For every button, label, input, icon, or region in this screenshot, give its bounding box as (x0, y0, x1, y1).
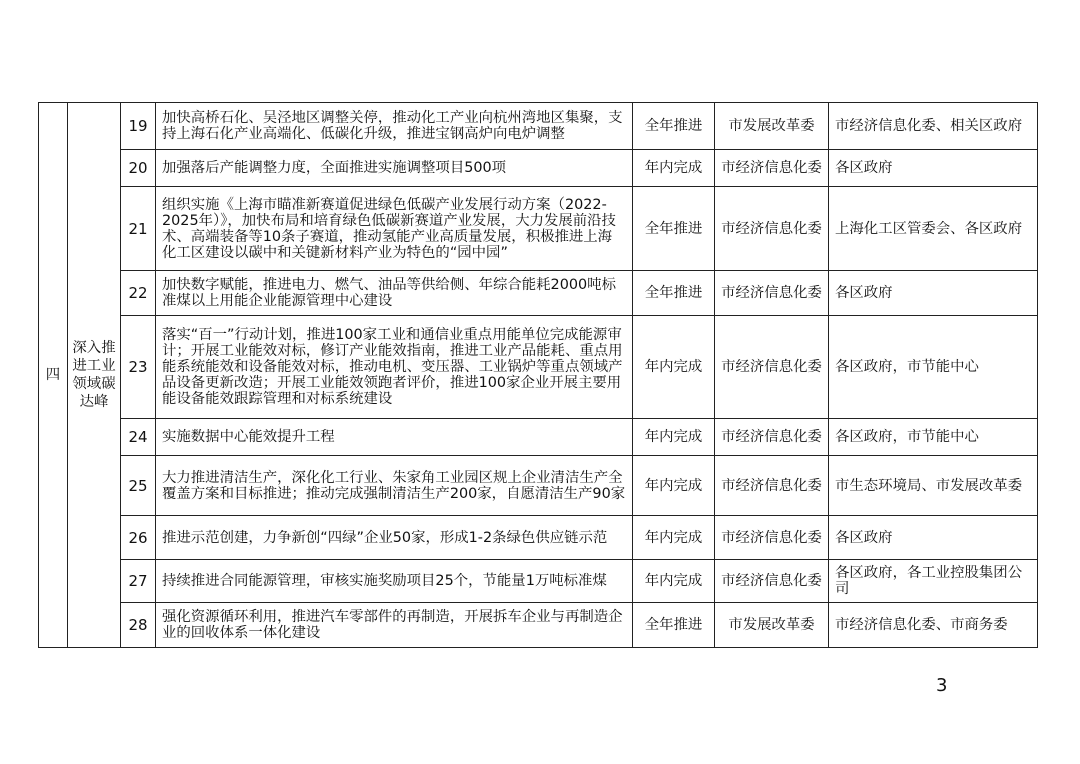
timing-cell: 全年推进 (633, 187, 715, 271)
task-description: 加快数字赋能，推进电力、燃气、油品等供给侧、年综合能耗2000吨标准煤以上用能企业能源管理中心建设 (156, 271, 633, 316)
cooperating-units-cell: 各区政府 (829, 150, 1038, 187)
row-number: 24 (121, 419, 156, 456)
row-number: 21 (121, 187, 156, 271)
cooperating-units-cell: 各区政府，市节能中心 (829, 316, 1038, 419)
table-row (39, 456, 1038, 516)
lead-department-cell: 市发展改革委 (715, 103, 829, 150)
lead-department-cell: 市经济信息化委 (715, 456, 829, 516)
category-number-cell: 四 (39, 103, 68, 648)
table-row (39, 103, 1038, 150)
lead-department-cell: 市经济信息化委 (715, 560, 829, 603)
row-number: 28 (121, 603, 156, 648)
table-row (39, 603, 1038, 648)
task-description: 实施数据中心能效提升工程 (156, 419, 633, 456)
lead-department-cell: 市发展改革委 (715, 603, 829, 648)
category-group-cell: 深入推进工业领域碳达峰 (68, 103, 121, 648)
row-number: 23 (121, 316, 156, 419)
table-row (39, 316, 1038, 419)
timing-cell: 全年推进 (633, 603, 715, 648)
cooperating-units-cell: 各区政府，各工业控股集团公司 (829, 560, 1038, 603)
cooperating-units-cell: 市生态环境局、市发展改革委 (829, 456, 1038, 516)
timing-cell: 年内完成 (633, 150, 715, 187)
lead-department-cell: 市经济信息化委 (715, 516, 829, 560)
timing-cell: 全年推进 (633, 103, 715, 150)
page-number: 3 (936, 675, 948, 696)
timing-cell: 年内完成 (633, 419, 715, 456)
row-number: 26 (121, 516, 156, 560)
cooperating-units-cell: 各区政府 (829, 271, 1038, 316)
task-description: 落实“百一”行动计划，推进100家工业和通信业重点用能单位完成能源审计；开展工业能效对标，修订产业能效指南，推进工业产品能耗、重点用能系统能效和设备能效对标，推动电机、变压器、工业锅炉等重点领域产品设备更新改造；开展工业能效领跑者评价，推进100家企业开展主要用能设备能效跟踪管理和对标系统建设 (156, 316, 633, 419)
task-table (38, 102, 1038, 648)
task-description: 强化资源循环利用，推进汽车零部件的再制造，开展拆车企业与再制造企业的回收体系一体化建设 (156, 603, 633, 648)
timing-cell: 年内完成 (633, 560, 715, 603)
row-number: 27 (121, 560, 156, 603)
row-number: 25 (121, 456, 156, 516)
table-row (39, 560, 1038, 603)
task-description: 加快高桥石化、吴泾地区调整关停，推动化工产业向杭州湾地区集聚，支持上海石化产业高端化、低碳化升级，推进宝钢高炉向电炉调整 (156, 103, 633, 150)
table-row (39, 419, 1038, 456)
timing-cell: 年内完成 (633, 456, 715, 516)
task-description: 推进示范创建，力争新创“四绿”企业50家，形成1-2条绿色供应链示范 (156, 516, 633, 560)
task-description: 组织实施《上海市瞄准新赛道促进绿色低碳产业发展行动方案（2022-2025年）》，加快布局和培育绿色低碳新赛道产业发展，大力发展前沿技术、高端装备等10条子赛道，推动氢能产业高质量发展，积极推进上海化工区建设以碳中和关键新材料产业为特色的“园中园” (156, 187, 633, 271)
timing-cell: 年内完成 (633, 316, 715, 419)
task-description: 加强落后产能调整力度，全面推进实施调整项目500项 (156, 150, 633, 187)
row-number: 19 (121, 103, 156, 150)
cooperating-units-cell: 各区政府，市节能中心 (829, 419, 1038, 456)
timing-cell: 全年推进 (633, 271, 715, 316)
row-number: 22 (121, 271, 156, 316)
lead-department-cell: 市经济信息化委 (715, 271, 829, 316)
table-row (39, 187, 1038, 271)
task-description: 大力推进清洁生产，深化化工行业、朱家角工业园区规上企业清洁生产全覆盖方案和目标推进；推动完成强制清洁生产200家，自愿清洁生产90家 (156, 456, 633, 516)
table-row (39, 516, 1038, 560)
lead-department-cell: 市经济信息化委 (715, 150, 829, 187)
cooperating-units-cell: 市经济信息化委、相关区政府 (829, 103, 1038, 150)
task-description: 持续推进合同能源管理，审核实施奖励项目25个，节能量1万吨标准煤 (156, 560, 633, 603)
cooperating-units-cell: 市经济信息化委、市商务委 (829, 603, 1038, 648)
row-number: 20 (121, 150, 156, 187)
cooperating-units-cell: 各区政府 (829, 516, 1038, 560)
timing-cell: 年内完成 (633, 516, 715, 560)
lead-department-cell: 市经济信息化委 (715, 316, 829, 419)
table-row (39, 271, 1038, 316)
lead-department-cell: 市经济信息化委 (715, 419, 829, 456)
lead-department-cell: 市经济信息化委 (715, 187, 829, 271)
table-row (39, 150, 1038, 187)
cooperating-units-cell: 上海化工区管委会、各区政府 (829, 187, 1038, 271)
